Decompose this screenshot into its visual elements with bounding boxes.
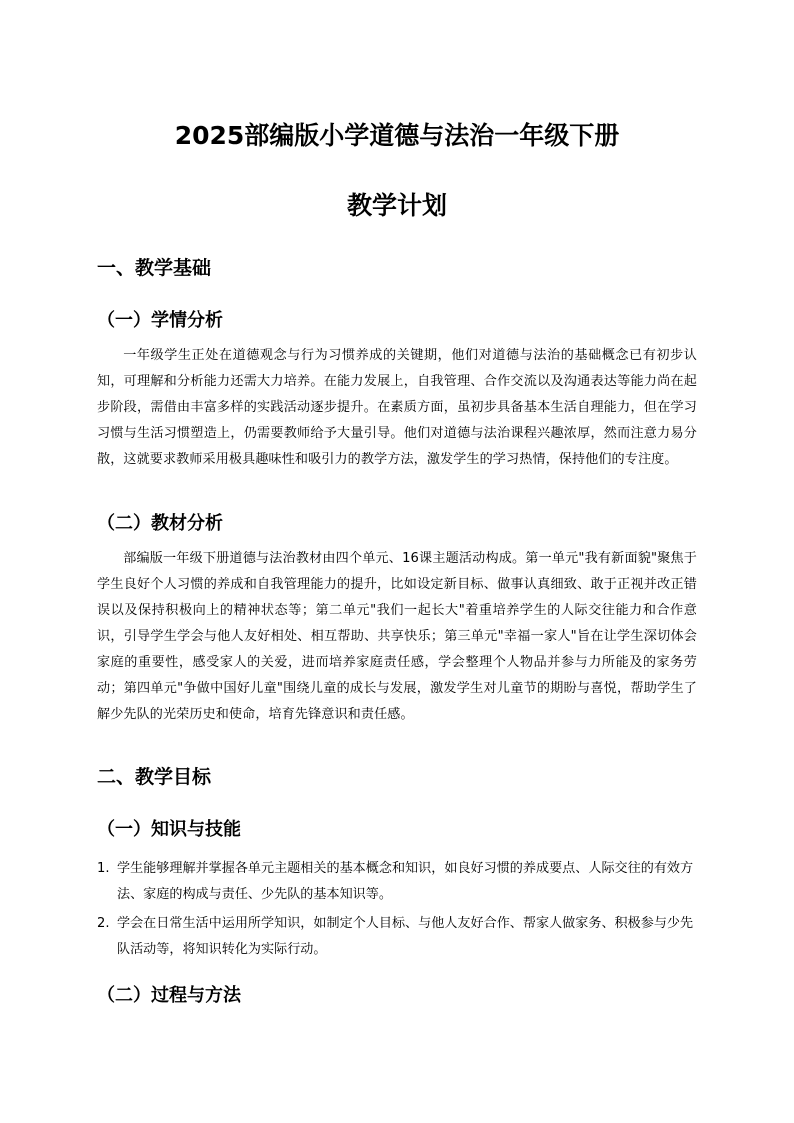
subsection-heading-student-analysis: （一）学情分析 [97,310,223,331]
subsection-heading-knowledge-skills: （一）知识与技能 [97,819,241,840]
list-item-number: 1. [97,861,110,876]
list-item [97,911,697,963]
section-heading-teaching-goals: 二、教学目标 [97,766,212,788]
document-subtitle: 教学计划 [346,191,447,220]
document-title: 2025部编版小学道德与法治一年级下册 [174,121,620,150]
paragraph-student-analysis: 一年级学生正处在道德观念与行为习惯养成的关键期，他们对道德与法治的基础概念已有初步认知，可理解和分析能力还需大力培养。在能力发展上，自我管理、合作交流以及沟通表达等能力尚在起步阶段，需借由丰富多样的实践活动逐步提升。在素质方面，虽初步具备基本生活自理能力，但在学习习惯与生活习惯塑造上，仍需要教师给予大量引导。他们对道德与法治课程兴趣浓厚，然而注意力易分散，这就要求教师采用极具趣味性和吸引力的教学方法，激发学生的学习热情，保持他们的专注度。 [97,348,697,467]
list-item-number: 2. [97,916,110,931]
list-item-text: 学生能够理解并掌握各单元主题相关的基本概念和知识，如良好习惯的养成要点、人际交往的有效方法、家庭的构成与责任、少先队的基本知识等。 [117,861,694,902]
list-item [97,856,697,908]
subsection-heading-textbook-analysis: （二）教材分析 [97,513,223,534]
section-heading-teaching-basis: 一、教学基础 [97,257,212,279]
subsection-heading-process-methods: （二）过程与方法 [97,985,241,1006]
paragraph-textbook-analysis: 部编版一年级下册道德与法治教材由四个单元、16课主题活动构成。第一单元"我有新面貌"聚焦于学生良好个人习惯的养成和自我管理能力的提升，比如设定新目标、做事认真细致、敢于正视并改正错误以及保持积极向上的精神状态等；第二单元"我们一起长大"着重培养学生的人际交往能力和合作意识，引导学生学会与他人友好相处、相互帮助、共享快乐；第三单元"幸福一家人"旨在让学生深切体会家庭的重要性，感受家人的关爱，进而培养家庭责任感，学会整理个人物品并参与力所能及的家务劳动；第四单元"争做中国好儿童"围绕儿童的成长与发展，激发学生对儿童节的期盼与喜悦，帮助学生了解少先队的光荣历史和使命，培育先锋意识和责任感。 [97,551,697,722]
list-item-text: 学会在日常生活中运用所学知识，如制定个人目标、与他人友好合作、帮家人做家务、积极参与少先队活动等，将知识转化为实际行动。 [117,916,694,957]
